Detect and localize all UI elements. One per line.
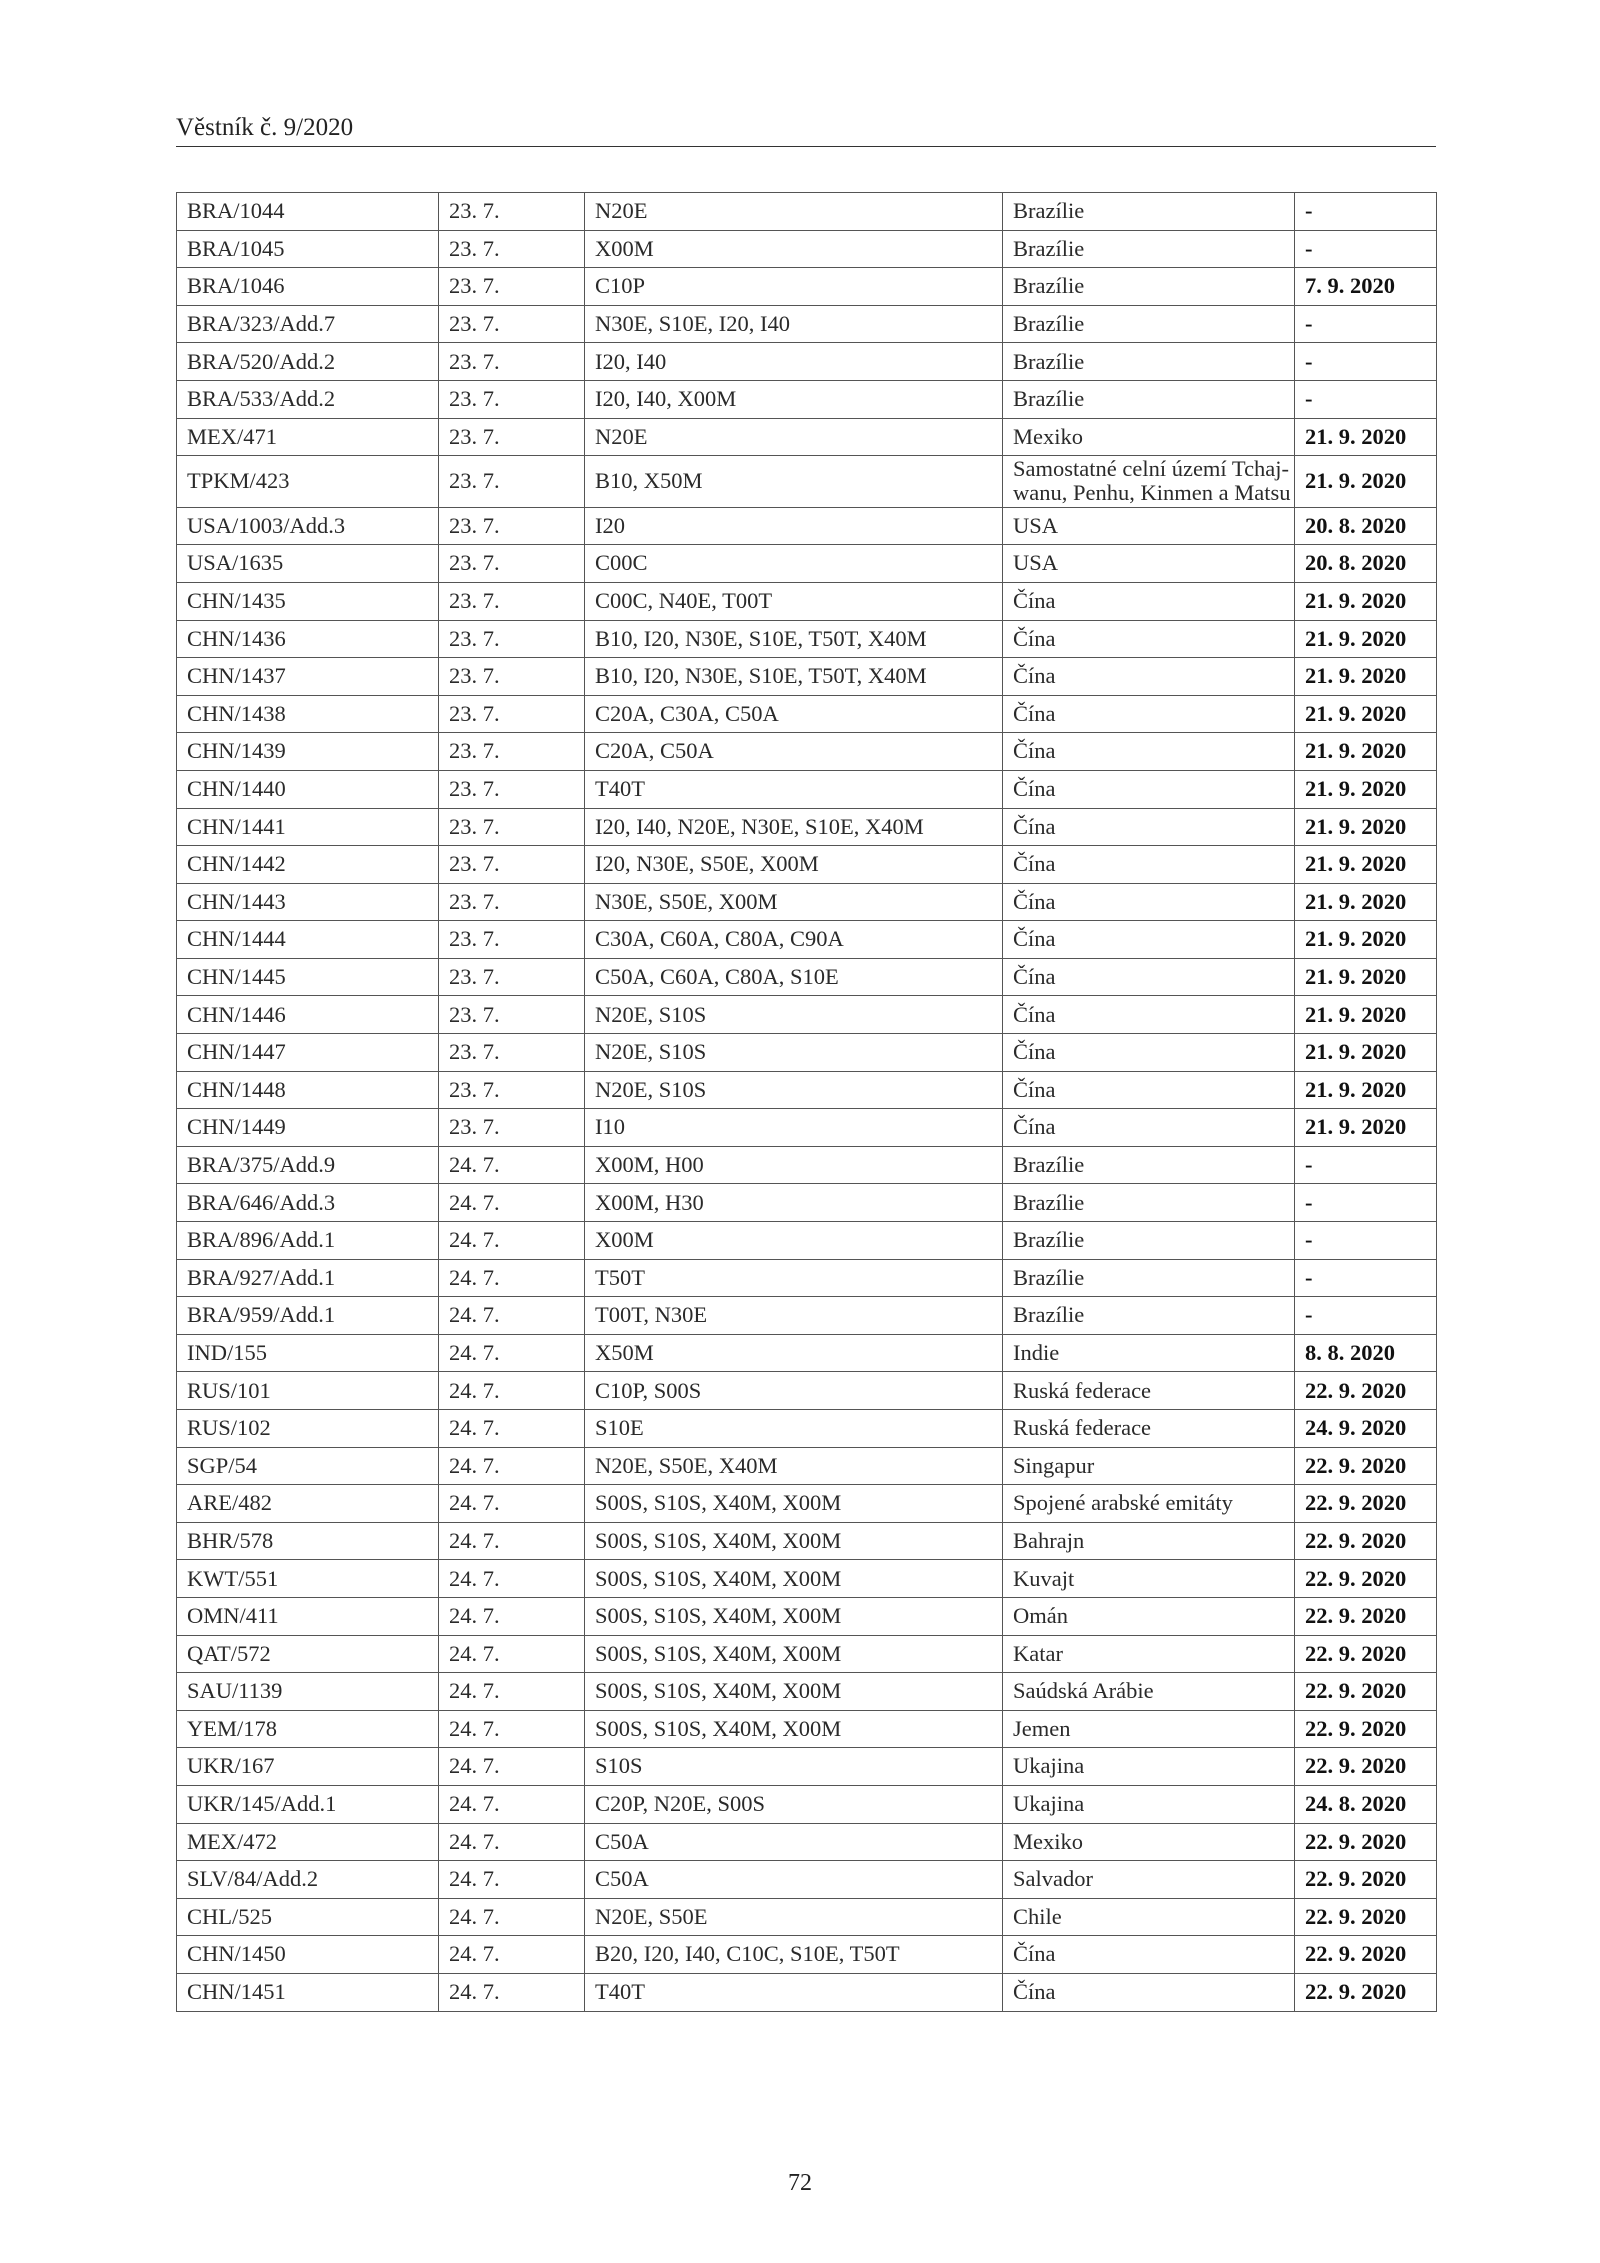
table-row (177, 1071, 1437, 1109)
date-cell: 23. 7. (439, 883, 585, 921)
country-cell: Čína (1003, 921, 1295, 959)
table-row (177, 958, 1437, 996)
ics-codes-cell: S00S, S10S, X40M, X00M (585, 1597, 1003, 1635)
country-cell: Brazílie (1003, 193, 1295, 231)
document-symbol-cell: ARE/482 (177, 1485, 439, 1523)
ics-codes-cell: S00S, S10S, X40M, X00M (585, 1635, 1003, 1673)
document-symbol-cell: TPKM/423 (177, 456, 439, 508)
country-cell: Brazílie (1003, 343, 1295, 381)
country-cell: Brazílie (1003, 268, 1295, 306)
document-symbol-cell: IND/155 (177, 1334, 439, 1372)
ics-codes-cell: T50T (585, 1259, 1003, 1297)
document-symbol-cell: CHL/525 (177, 1898, 439, 1936)
document-symbol-cell: CHN/1447 (177, 1034, 439, 1072)
country-cell: Ukajina (1003, 1785, 1295, 1823)
country-cell: Jemen (1003, 1710, 1295, 1748)
country-cell: Čína (1003, 620, 1295, 658)
deadline-cell: 21. 9. 2020 (1295, 1109, 1437, 1147)
country-cell: USA (1003, 507, 1295, 545)
country-cell: Čína (1003, 1071, 1295, 1109)
ics-codes-cell: C50A, C60A, C80A, S10E (585, 958, 1003, 996)
table-row (177, 1372, 1437, 1410)
table-row (177, 1447, 1437, 1485)
country-cell: Čína (1003, 582, 1295, 620)
document-symbol-cell: QAT/572 (177, 1635, 439, 1673)
country-cell: Čína (1003, 883, 1295, 921)
ics-codes-cell: T40T (585, 770, 1003, 808)
country-cell: Kuvajt (1003, 1560, 1295, 1598)
date-cell: 23. 7. (439, 230, 585, 268)
table-row (177, 456, 1437, 508)
document-symbol-cell: BRA/533/Add.2 (177, 380, 439, 418)
ics-codes-cell: I10 (585, 1109, 1003, 1147)
deadline-cell: - (1295, 1297, 1437, 1335)
ics-codes-cell: T00T, N30E (585, 1297, 1003, 1335)
table-row (177, 1936, 1437, 1974)
country-cell: Saúdská Arábie (1003, 1673, 1295, 1711)
date-cell: 23. 7. (439, 808, 585, 846)
date-cell: 24. 7. (439, 1597, 585, 1635)
deadline-cell: 22. 9. 2020 (1295, 1560, 1437, 1598)
country-cell: Čína (1003, 733, 1295, 771)
document-symbol-cell: UKR/167 (177, 1748, 439, 1786)
country-cell: Brazílie (1003, 1184, 1295, 1222)
document-symbol-cell: BRA/1045 (177, 230, 439, 268)
table-row (177, 1635, 1437, 1673)
ics-codes-cell: N20E, S50E (585, 1898, 1003, 1936)
date-cell: 24. 7. (439, 1447, 585, 1485)
country-cell: Singapur (1003, 1447, 1295, 1485)
country-cell: Čína (1003, 808, 1295, 846)
country-cell: Bahrajn (1003, 1522, 1295, 1560)
ics-codes-cell: X50M (585, 1334, 1003, 1372)
deadline-cell: 21. 9. 2020 (1295, 658, 1437, 696)
document-symbol-cell: CHN/1440 (177, 770, 439, 808)
ics-codes-cell: B10, I20, N30E, S10E, T50T, X40M (585, 620, 1003, 658)
ics-codes-cell: N20E (585, 193, 1003, 231)
deadline-cell: 24. 8. 2020 (1295, 1785, 1437, 1823)
date-cell: 23. 7. (439, 545, 585, 583)
document-symbol-cell: MEX/471 (177, 418, 439, 456)
document-symbol-cell: CHN/1446 (177, 996, 439, 1034)
date-cell: 24. 7. (439, 1297, 585, 1335)
ics-codes-cell: N20E, S10S (585, 1034, 1003, 1072)
country-cell: Ukajina (1003, 1748, 1295, 1786)
table-row (177, 1973, 1437, 2011)
deadline-cell: 20. 8. 2020 (1295, 507, 1437, 545)
date-cell: 23. 7. (439, 958, 585, 996)
document-symbol-cell: CHN/1449 (177, 1109, 439, 1147)
table-row (177, 846, 1437, 884)
notifications-table-body (177, 193, 1437, 2012)
table-row (177, 1710, 1437, 1748)
deadline-cell: 22. 9. 2020 (1295, 1748, 1437, 1786)
notifications-table-wrapper (176, 192, 1436, 2012)
date-cell: 24. 7. (439, 1861, 585, 1899)
deadline-cell: - (1295, 1259, 1437, 1297)
deadline-cell: 8. 8. 2020 (1295, 1334, 1437, 1372)
table-row (177, 268, 1437, 306)
date-cell: 24. 7. (439, 1785, 585, 1823)
deadline-cell: 22. 9. 2020 (1295, 1936, 1437, 1974)
table-row (177, 1109, 1437, 1147)
ics-codes-cell: S00S, S10S, X40M, X00M (585, 1522, 1003, 1560)
ics-codes-cell: C50A (585, 1823, 1003, 1861)
deadline-cell: 22. 9. 2020 (1295, 1372, 1437, 1410)
date-cell: 23. 7. (439, 921, 585, 959)
document-symbol-cell: BRA/646/Add.3 (177, 1184, 439, 1222)
table-row (177, 1184, 1437, 1222)
deadline-cell: 21. 9. 2020 (1295, 620, 1437, 658)
deadline-cell: - (1295, 230, 1437, 268)
table-row (177, 1823, 1437, 1861)
table-row (177, 1748, 1437, 1786)
date-cell: 23. 7. (439, 620, 585, 658)
country-cell: Čína (1003, 996, 1295, 1034)
table-row (177, 921, 1437, 959)
date-cell: 23. 7. (439, 343, 585, 381)
ics-codes-cell: C20P, N20E, S00S (585, 1785, 1003, 1823)
country-cell: Čína (1003, 695, 1295, 733)
document-symbol-cell: CHN/1450 (177, 1936, 439, 1974)
date-cell: 24. 7. (439, 1635, 585, 1673)
ics-codes-cell: N20E (585, 418, 1003, 456)
deadline-cell: 21. 9. 2020 (1295, 1034, 1437, 1072)
table-row (177, 418, 1437, 456)
deadline-cell: - (1295, 1184, 1437, 1222)
table-row (177, 1146, 1437, 1184)
date-cell: 23. 7. (439, 695, 585, 733)
table-row (177, 507, 1437, 545)
deadline-cell: - (1295, 1146, 1437, 1184)
page-number: 72 (788, 2170, 812, 2196)
date-cell: 23. 7. (439, 582, 585, 620)
document-symbol-cell: BRA/896/Add.1 (177, 1222, 439, 1260)
table-row (177, 1222, 1437, 1260)
document-symbol-cell: RUS/101 (177, 1372, 439, 1410)
document-symbol-cell: BRA/323/Add.7 (177, 305, 439, 343)
ics-codes-cell: C50A (585, 1861, 1003, 1899)
date-cell: 23. 7. (439, 418, 585, 456)
document-symbol-cell: CHN/1451 (177, 1973, 439, 2011)
date-cell: 23. 7. (439, 1034, 585, 1072)
deadline-cell: 21. 9. 2020 (1295, 733, 1437, 771)
country-cell: Brazílie (1003, 305, 1295, 343)
ics-codes-cell: X00M (585, 1222, 1003, 1260)
table-row (177, 1522, 1437, 1560)
country-cell: Omán (1003, 1597, 1295, 1635)
document-symbol-cell: CHN/1445 (177, 958, 439, 996)
date-cell: 23. 7. (439, 268, 585, 306)
document-symbol-cell: CHN/1436 (177, 620, 439, 658)
date-cell: 24. 7. (439, 1410, 585, 1448)
table-row (177, 1259, 1437, 1297)
document-symbol-cell: BRA/375/Add.9 (177, 1146, 439, 1184)
date-cell: 23. 7. (439, 1109, 585, 1147)
deadline-cell: 22. 9. 2020 (1295, 1861, 1437, 1899)
table-row (177, 1034, 1437, 1072)
ics-codes-cell: C10P (585, 268, 1003, 306)
table-row (177, 658, 1437, 696)
date-cell: 24. 7. (439, 1936, 585, 1974)
table-row (177, 1898, 1437, 1936)
date-cell: 23. 7. (439, 770, 585, 808)
document-symbol-cell: CHN/1443 (177, 883, 439, 921)
ics-codes-cell: N20E, S10S (585, 996, 1003, 1034)
document-symbol-cell: BRA/1046 (177, 268, 439, 306)
ics-codes-cell: S00S, S10S, X40M, X00M (585, 1485, 1003, 1523)
table-row (177, 996, 1437, 1034)
table-row (177, 1785, 1437, 1823)
deadline-cell: 21. 9. 2020 (1295, 1071, 1437, 1109)
table-row (177, 582, 1437, 620)
document-symbol-cell: RUS/102 (177, 1410, 439, 1448)
date-cell: 24. 7. (439, 1823, 585, 1861)
document-symbol-cell: CHN/1441 (177, 808, 439, 846)
document-symbol-cell: SLV/84/Add.2 (177, 1861, 439, 1899)
notifications-table (176, 192, 1437, 2012)
document-symbol-cell: SAU/1139 (177, 1673, 439, 1711)
date-cell: 24. 7. (439, 1146, 585, 1184)
ics-codes-cell: C20A, C30A, C50A (585, 695, 1003, 733)
document-symbol-cell: CHN/1448 (177, 1071, 439, 1109)
document-symbol-cell: BRA/959/Add.1 (177, 1297, 439, 1335)
date-cell: 23. 7. (439, 507, 585, 545)
document-symbol-cell: SGP/54 (177, 1447, 439, 1485)
ics-codes-cell: S00S, S10S, X40M, X00M (585, 1673, 1003, 1711)
table-row (177, 1673, 1437, 1711)
date-cell: 23. 7. (439, 658, 585, 696)
country-cell: Čína (1003, 1034, 1295, 1072)
deadline-cell: 22. 9. 2020 (1295, 1898, 1437, 1936)
date-cell: 23. 7. (439, 193, 585, 231)
country-cell: Brazílie (1003, 380, 1295, 418)
page-header-title: Věstník č. 9/2020 (176, 114, 354, 141)
document-symbol-cell: USA/1635 (177, 545, 439, 583)
table-row (177, 545, 1437, 583)
ics-codes-cell: C00C (585, 545, 1003, 583)
date-cell: 24. 7. (439, 1710, 585, 1748)
deadline-cell: 22. 9. 2020 (1295, 1485, 1437, 1523)
table-row (177, 770, 1437, 808)
document-symbol-cell: MEX/472 (177, 1823, 439, 1861)
country-cell: Ruská federace (1003, 1372, 1295, 1410)
ics-codes-cell: X00M, H30 (585, 1184, 1003, 1222)
deadline-cell: 24. 9. 2020 (1295, 1410, 1437, 1448)
table-row (177, 1597, 1437, 1635)
country-cell: USA (1003, 545, 1295, 583)
deadline-cell: 22. 9. 2020 (1295, 1823, 1437, 1861)
ics-codes-cell: B10, X50M (585, 456, 1003, 508)
date-cell: 23. 7. (439, 733, 585, 771)
ics-codes-cell: I20 (585, 507, 1003, 545)
deadline-cell: 21. 9. 2020 (1295, 958, 1437, 996)
table-row (177, 230, 1437, 268)
deadline-cell: 21. 9. 2020 (1295, 770, 1437, 808)
ics-codes-cell: N20E, S10S (585, 1071, 1003, 1109)
country-cell: Katar (1003, 1635, 1295, 1673)
document-symbol-cell: CHN/1435 (177, 582, 439, 620)
deadline-cell: 21. 9. 2020 (1295, 695, 1437, 733)
ics-codes-cell: S10S (585, 1748, 1003, 1786)
date-cell: 24. 7. (439, 1973, 585, 2011)
country-cell: Čína (1003, 1936, 1295, 1974)
table-row (177, 1297, 1437, 1335)
document-symbol-cell: YEM/178 (177, 1710, 439, 1748)
document-symbol-cell: USA/1003/Add.3 (177, 507, 439, 545)
deadline-cell: 22. 9. 2020 (1295, 1710, 1437, 1748)
deadline-cell: 21. 9. 2020 (1295, 808, 1437, 846)
country-cell: Čína (1003, 958, 1295, 996)
country-cell: Indie (1003, 1334, 1295, 1372)
country-cell: Brazílie (1003, 230, 1295, 268)
ics-codes-cell: I20, I40, N20E, N30E, S10E, X40M (585, 808, 1003, 846)
ics-codes-cell: N30E, S10E, I20, I40 (585, 305, 1003, 343)
document-symbol-cell: UKR/145/Add.1 (177, 1785, 439, 1823)
table-row (177, 380, 1437, 418)
table-row (177, 1485, 1437, 1523)
deadline-cell: - (1295, 305, 1437, 343)
country-cell: Brazílie (1003, 1297, 1295, 1335)
date-cell: 24. 7. (439, 1222, 585, 1260)
table-row (177, 620, 1437, 658)
date-cell: 24. 7. (439, 1522, 585, 1560)
ics-codes-cell: S10E (585, 1410, 1003, 1448)
table-row (177, 305, 1437, 343)
document-symbol-cell: KWT/551 (177, 1560, 439, 1598)
date-cell: 24. 7. (439, 1259, 585, 1297)
ics-codes-cell: C20A, C50A (585, 733, 1003, 771)
table-row (177, 343, 1437, 381)
date-cell: 23. 7. (439, 996, 585, 1034)
document-symbol-cell: CHN/1438 (177, 695, 439, 733)
ics-codes-cell: B10, I20, N30E, S10E, T50T, X40M (585, 658, 1003, 696)
deadline-cell: 21. 9. 2020 (1295, 921, 1437, 959)
document-symbol-cell: CHN/1439 (177, 733, 439, 771)
deadline-cell: 20. 8. 2020 (1295, 545, 1437, 583)
deadline-cell: 22. 9. 2020 (1295, 1597, 1437, 1635)
country-cell: Čína (1003, 770, 1295, 808)
ics-codes-cell: C00C, N40E, T00T (585, 582, 1003, 620)
country-cell: Čína (1003, 1109, 1295, 1147)
document-symbol-cell: CHN/1437 (177, 658, 439, 696)
ics-codes-cell: I20, I40, X00M (585, 380, 1003, 418)
country-cell: Brazílie (1003, 1146, 1295, 1184)
document-symbol-cell: BRA/1044 (177, 193, 439, 231)
document-symbol-cell: BHR/578 (177, 1522, 439, 1560)
table-row (177, 808, 1437, 846)
deadline-cell: 22. 9. 2020 (1295, 1635, 1437, 1673)
deadline-cell: 22. 9. 2020 (1295, 1973, 1437, 2011)
country-cell: Mexiko (1003, 418, 1295, 456)
ics-codes-cell: S00S, S10S, X40M, X00M (585, 1710, 1003, 1748)
ics-codes-cell: C10P, S00S (585, 1372, 1003, 1410)
document-symbol-cell: BRA/520/Add.2 (177, 343, 439, 381)
date-cell: 23. 7. (439, 1071, 585, 1109)
ics-codes-cell: C30A, C60A, C80A, C90A (585, 921, 1003, 959)
ics-codes-cell: I20, N30E, S50E, X00M (585, 846, 1003, 884)
date-cell: 23. 7. (439, 456, 585, 508)
deadline-cell: 21. 9. 2020 (1295, 418, 1437, 456)
date-cell: 24. 7. (439, 1673, 585, 1711)
date-cell: 23. 7. (439, 305, 585, 343)
country-cell: Samostatné celní území Tchaj-wanu, Penhu, Kinmen a Matsu (1003, 456, 1295, 508)
date-cell: 23. 7. (439, 380, 585, 418)
deadline-cell: 22. 9. 2020 (1295, 1447, 1437, 1485)
document-symbol-cell: OMN/411 (177, 1597, 439, 1635)
table-row (177, 1861, 1437, 1899)
table-row (177, 1560, 1437, 1598)
date-cell: 24. 7. (439, 1560, 585, 1598)
country-cell: Brazílie (1003, 1259, 1295, 1297)
deadline-cell: 21. 9. 2020 (1295, 996, 1437, 1034)
ics-codes-cell: B20, I20, I40, C10C, S10E, T50T (585, 1936, 1003, 1974)
country-cell: Salvador (1003, 1861, 1295, 1899)
document-symbol-cell: CHN/1444 (177, 921, 439, 959)
deadline-cell: 21. 9. 2020 (1295, 846, 1437, 884)
country-cell: Chile (1003, 1898, 1295, 1936)
document-symbol-cell: BRA/927/Add.1 (177, 1259, 439, 1297)
date-cell: 24. 7. (439, 1334, 585, 1372)
page-header (176, 112, 1436, 147)
document-symbol-cell: CHN/1442 (177, 846, 439, 884)
date-cell: 24. 7. (439, 1372, 585, 1410)
deadline-cell: - (1295, 380, 1437, 418)
country-cell: Mexiko (1003, 1823, 1295, 1861)
table-row (177, 1410, 1437, 1448)
deadline-cell: - (1295, 1222, 1437, 1260)
table-row (177, 193, 1437, 231)
date-cell: 24. 7. (439, 1748, 585, 1786)
deadline-cell: 22. 9. 2020 (1295, 1522, 1437, 1560)
country-cell: Čína (1003, 1973, 1295, 2011)
date-cell: 24. 7. (439, 1898, 585, 1936)
ics-codes-cell: T40T (585, 1973, 1003, 2011)
deadline-cell: - (1295, 343, 1437, 381)
ics-codes-cell: N20E, S50E, X40M (585, 1447, 1003, 1485)
table-row (177, 1334, 1437, 1372)
country-cell: Čína (1003, 658, 1295, 696)
deadline-cell: 21. 9. 2020 (1295, 582, 1437, 620)
table-row (177, 883, 1437, 921)
deadline-cell: 22. 9. 2020 (1295, 1673, 1437, 1711)
deadline-cell: 21. 9. 2020 (1295, 883, 1437, 921)
country-cell: Spojené arabské emitáty (1003, 1485, 1295, 1523)
country-cell: Ruská federace (1003, 1410, 1295, 1448)
deadline-cell: 21. 9. 2020 (1295, 456, 1437, 508)
country-cell: Brazílie (1003, 1222, 1295, 1260)
deadline-cell: - (1295, 193, 1437, 231)
ics-codes-cell: S00S, S10S, X40M, X00M (585, 1560, 1003, 1598)
date-cell: 24. 7. (439, 1184, 585, 1222)
ics-codes-cell: X00M, H00 (585, 1146, 1003, 1184)
date-cell: 23. 7. (439, 846, 585, 884)
ics-codes-cell: I20, I40 (585, 343, 1003, 381)
table-row (177, 733, 1437, 771)
table-row (177, 695, 1437, 733)
date-cell: 24. 7. (439, 1485, 585, 1523)
deadline-cell: 7. 9. 2020 (1295, 268, 1437, 306)
ics-codes-cell: X00M (585, 230, 1003, 268)
country-cell: Čína (1003, 846, 1295, 884)
ics-codes-cell: N30E, S50E, X00M (585, 883, 1003, 921)
